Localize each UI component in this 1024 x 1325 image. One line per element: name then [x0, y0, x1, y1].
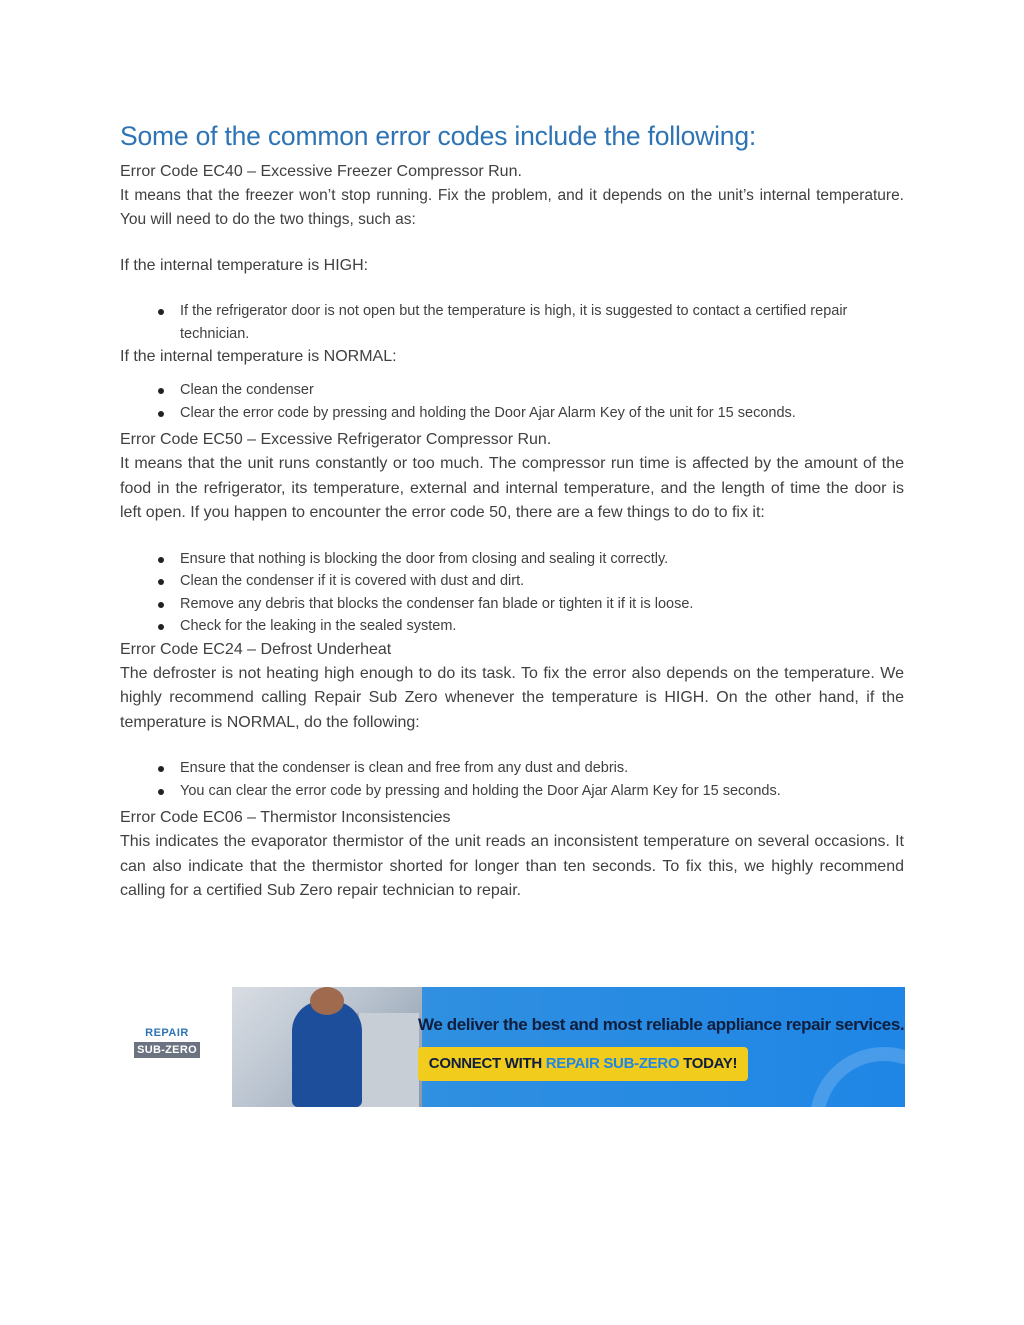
list-item: Check for the leaking in the sealed system. — [158, 615, 904, 638]
bullet-icon — [158, 579, 164, 585]
repair-sub-zero-logo: REPAIR SUB-ZERO — [134, 1027, 200, 1067]
ec24-list — [120, 757, 904, 802]
bullet-icon — [158, 602, 164, 608]
bullet-icon — [158, 388, 164, 394]
page-title: Some of the common error codes include the following: — [120, 121, 757, 151]
ec24-title: Error Code EC24 – Defrost Underheat — [120, 640, 392, 658]
bullet-icon — [158, 789, 164, 795]
ec40-normal-list — [120, 379, 904, 424]
bullet-icon — [158, 557, 164, 563]
list-item: Ensure that the condenser is clean and free from any dust and debris. — [158, 757, 904, 780]
technician-icon — [292, 1001, 362, 1107]
list-item: Ensure that nothing is blocking the door from closing and sealing it correctly. — [158, 548, 904, 571]
ec06-title: Error Code EC06 – Thermistor Inconsistencies — [120, 809, 451, 826]
technician-head-icon — [310, 987, 344, 1015]
list-item: Clean the condenser — [158, 379, 904, 402]
list-item: Clean the condenser if it is covered with dust and dirt. — [158, 570, 904, 593]
ec40-normal-label: If the internal temperature is NORMAL: — [120, 348, 397, 365]
list-item: If the refrigerator door is not open but the temperature is high, it is suggested to contact a certified repair technician. — [158, 300, 904, 345]
bullet-icon — [158, 766, 164, 772]
ec50-title: Error Code EC50 – Excessive Refrigerator Compressor Run. — [120, 431, 552, 448]
bullet-icon — [158, 624, 164, 630]
bullet-icon — [158, 309, 164, 315]
appliance-illustration — [356, 1013, 419, 1107]
ec50-body: It means that the unit runs constantly or too much. The compressor run time is affected by the amount of the food in the refrigerator, its temperature, external and internal temperature, and the length of time the door is left open. If you happen to encounter the error code 50, there are a few things to do to fix it: — [120, 455, 904, 521]
document-page — [120, 118, 904, 904]
ec40-high-label: If the internal temperature is HIGH: — [120, 257, 369, 274]
ec40-body: It means that the freezer won’t stop running. Fix the problem, and it depends on the unit’s internal temperature. You will need to do the two things, such as: — [120, 187, 904, 228]
connect-cta-button[interactable]: CONNECT WITH REPAIR SUB-ZERO TODAY! — [418, 1047, 748, 1081]
ec40-title: Error Code EC40 – Excessive Freezer Compressor Run. — [120, 163, 522, 180]
ec50-list — [120, 548, 904, 638]
list-item: Clear the error code by pressing and holding the Door Ajar Alarm Key of the unit for 15 seconds. — [158, 402, 904, 425]
ec24-body: The defroster is not heating high enough to do its task. To fix the error also depends on the temperature. We highly recommend calling Repair Sub Zero whenever the temperature is HIGH. On the other hand, if the temperature is NORMAL, do the following: — [120, 664, 904, 731]
banner-headline: We deliver the best and most reliable appliance repair services. — [418, 1015, 905, 1034]
ec06-body: This indicates the evaporator thermistor of the unit reads an inconsistent temperature on several occasions. It can also indicate that the thermistor shorted for longer than ten seconds. To fix this, we highly recommend calling for a certified Sub Zero repair technician to repair. — [120, 833, 904, 899]
promo-banner[interactable] — [120, 987, 905, 1107]
list-item: Remove any debris that blocks the condenser fan blade or tighten it if it is loose. — [158, 593, 904, 616]
bullet-icon — [158, 411, 164, 417]
list-item: You can clear the error code by pressing and holding the Door Ajar Alarm Key for 15 seconds. — [158, 780, 904, 803]
ec40-high-list — [120, 300, 904, 345]
